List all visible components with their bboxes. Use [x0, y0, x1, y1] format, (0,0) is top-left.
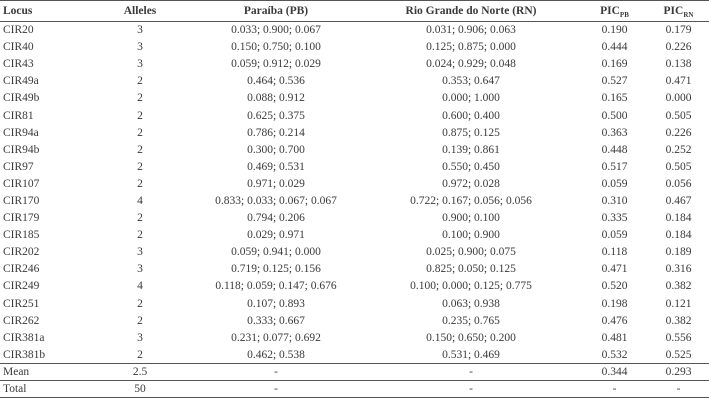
- cell-paraiba: 0.464; 0.536: [247, 75, 305, 88]
- cell-paraiba: -: [167, 380, 355, 397]
- table-row: [0, 158, 709, 175]
- cell-rio-grande-do-norte: -: [355, 363, 577, 380]
- table-row: [0, 346, 709, 363]
- header-row: [0, 1, 709, 22]
- cell-pic-rn: 0.179: [665, 24, 692, 37]
- cell-rio-grande-do-norte: 0.150; 0.650; 0.200: [426, 331, 516, 344]
- cell-alleles: 2: [137, 348, 143, 361]
- cell-pic-pb: 0.527: [601, 75, 628, 88]
- table-row: [0, 73, 709, 90]
- cell-pic-rn: 0.505: [665, 109, 692, 122]
- cell-pic-rn: 0.184: [665, 212, 692, 225]
- cell-paraiba: 0.833; 0.033; 0.067; 0.067: [215, 194, 337, 207]
- cell-rio-grande-do-norte: 0.235; 0.765: [442, 314, 500, 327]
- cell-locus: CIR179: [3, 212, 40, 225]
- table-row: [0, 22, 709, 39]
- cell-rio-grande-do-norte: -: [355, 380, 577, 397]
- cell-alleles: 2.5: [77, 363, 167, 380]
- cell-pic-rn: 0.316: [665, 263, 692, 276]
- cell-pic-rn: 0.121: [665, 297, 692, 310]
- cell-pic-rn: 0.226: [665, 41, 692, 54]
- cell-pic-pb: 0.118: [601, 246, 628, 259]
- cell-pic-rn: 0.467: [665, 194, 692, 207]
- cell-locus: CIR94b: [3, 143, 40, 156]
- cell-locus: Mean: [0, 363, 77, 380]
- table-row: [0, 278, 709, 295]
- cell-locus: CIR170: [3, 194, 40, 207]
- cell-locus: CIR249: [3, 280, 40, 293]
- cell-locus: CIR97: [3, 160, 34, 173]
- cell-alleles: 3: [137, 58, 143, 71]
- cell-rio-grande-do-norte: 0.353; 0.647: [442, 75, 500, 88]
- header-pic-pb-sub: PB: [619, 11, 629, 19]
- header-paraiba: Paraíba (PB): [167, 1, 355, 22]
- table-row: [0, 39, 709, 56]
- cell-alleles: 50: [77, 380, 167, 397]
- cell-pic-rn: 0.471: [665, 75, 692, 88]
- cell-pic-pb: 0.476: [601, 314, 628, 327]
- cell-paraiba: 0.231; 0.077; 0.692: [231, 331, 321, 344]
- cell-pic-pb: 0.169: [601, 58, 628, 71]
- cell-pic-pb: 0.198: [601, 297, 628, 310]
- cell-rio-grande-do-norte: 0.000; 1.000: [442, 92, 500, 105]
- cell-pic-rn: 0.000: [665, 92, 692, 105]
- cell-locus: CIR49a: [3, 75, 39, 88]
- cell-alleles: 2: [137, 297, 143, 310]
- cell-locus: CIR185: [3, 229, 40, 242]
- cell-rio-grande-do-norte: 0.024; 0.929; 0.048: [426, 58, 516, 71]
- cell-pic-pb: 0.059: [601, 229, 628, 242]
- table-row: [0, 192, 709, 209]
- cell-pic-pb: 0.444: [601, 41, 628, 54]
- table-row: [0, 295, 709, 312]
- cell-alleles: 3: [137, 24, 143, 37]
- cell-paraiba: 0.059; 0.941; 0.000: [231, 246, 321, 259]
- cell-alleles: 2: [137, 229, 143, 242]
- cell-pic-pb: 0.448: [601, 143, 628, 156]
- cell-pic-rn: 0.382: [665, 280, 692, 293]
- cell-alleles: 4: [137, 280, 143, 293]
- cell-locus: CIR251: [3, 297, 40, 310]
- table-row: [0, 141, 709, 158]
- cell-paraiba: 0.029; 0.971: [247, 229, 305, 242]
- cell-locus: CIR381b: [3, 348, 46, 361]
- cell-paraiba: 0.469; 0.531: [247, 160, 305, 173]
- cell-alleles: 2: [137, 212, 143, 225]
- cell-pic-pb: 0.481: [601, 331, 628, 344]
- cell-locus: CIR43: [3, 58, 34, 71]
- cell-rio-grande-do-norte: 0.550; 0.450: [442, 160, 500, 173]
- cell-pic-pb: 0.190: [601, 24, 628, 37]
- cell-pic-pb: 0.335: [601, 212, 628, 225]
- table-row: [0, 175, 709, 192]
- cell-paraiba: 0.118; 0.059; 0.147; 0.676: [215, 280, 337, 293]
- header-alleles: Alleles: [77, 1, 167, 22]
- cell-rio-grande-do-norte: 0.100; 0.000; 0.125; 0.775: [410, 280, 532, 293]
- cell-rio-grande-do-norte: 0.063; 0.938: [442, 297, 500, 310]
- cell-locus: Total: [0, 380, 77, 397]
- cell-paraiba: 0.462; 0.538: [247, 348, 305, 361]
- cell-pic-rn: 0.184: [665, 229, 692, 242]
- cell-pic-pb: 0.471: [601, 263, 628, 276]
- cell-alleles: 3: [137, 41, 143, 54]
- cell-paraiba: 0.719; 0.125; 0.156: [231, 263, 321, 276]
- table-row: [0, 312, 709, 329]
- cell-locus: CIR381a: [3, 331, 45, 344]
- cell-paraiba: 0.059; 0.912; 0.029: [231, 58, 321, 71]
- table-row: [0, 210, 709, 227]
- header-pic-rn-main: PIC: [663, 5, 684, 17]
- cell-rio-grande-do-norte: 0.972; 0.028: [442, 177, 500, 190]
- cell-pic-rn: 0.252: [665, 143, 692, 156]
- cell-alleles: 2: [137, 177, 143, 190]
- cell-paraiba: -: [167, 363, 355, 380]
- cell-pic-pb: 0.310: [601, 194, 628, 207]
- cell-pic-rn: 0.226: [665, 126, 692, 139]
- cell-pic-rn: 0.189: [665, 246, 692, 259]
- cell-alleles: 2: [137, 314, 143, 327]
- header-pic-rn: [644, 1, 709, 22]
- table-row: [0, 56, 709, 73]
- cell-locus: CIR81: [3, 109, 34, 122]
- table-row: [0, 244, 709, 261]
- table-row: [0, 124, 709, 141]
- cell-paraiba: 0.971; 0.029: [247, 177, 305, 190]
- cell-rio-grande-do-norte: 0.031; 0.906; 0.063: [426, 24, 516, 37]
- cell-locus: CIR107: [3, 177, 40, 190]
- cell-rio-grande-do-norte: 0.531; 0.469: [442, 348, 500, 361]
- table-row: [0, 261, 709, 278]
- cell-pic-pb: 0.500: [601, 109, 628, 122]
- cell-locus: CIR202: [3, 246, 40, 259]
- header-pic-rn-sub: RN: [683, 11, 694, 19]
- cell-pic-rn: 0.056: [665, 177, 692, 190]
- header-locus: Locus: [0, 1, 77, 22]
- cell-pic-pb: 0.532: [601, 348, 628, 361]
- table-row: [0, 227, 709, 244]
- cell-pic-pb: 0.517: [601, 160, 628, 173]
- cell-alleles: 3: [137, 263, 143, 276]
- cell-alleles: 3: [137, 331, 143, 344]
- cell-rio-grande-do-norte: 0.125; 0.875; 0.000: [426, 41, 516, 54]
- cell-pic-pb: -: [577, 380, 644, 397]
- cell-locus: CIR262: [3, 314, 40, 327]
- cell-pic-pb: 0.344: [577, 363, 644, 380]
- cell-paraiba: 0.150; 0.750; 0.100: [231, 41, 321, 54]
- cell-locus: CIR20: [3, 24, 34, 37]
- cell-alleles: 2: [137, 75, 143, 88]
- cell-rio-grande-do-norte: 0.025; 0.900; 0.075: [426, 246, 516, 259]
- cell-alleles: 2: [137, 160, 143, 173]
- cell-paraiba: 0.794; 0.206: [247, 212, 305, 225]
- cell-paraiba: 0.088; 0.912: [247, 92, 305, 105]
- cell-alleles: 4: [137, 194, 143, 207]
- cell-pic-pb: 0.363: [601, 126, 628, 139]
- cell-paraiba: 0.333; 0.667: [247, 314, 305, 327]
- cell-pic-rn: 0.525: [665, 348, 692, 361]
- cell-pic-rn: 0.556: [665, 331, 692, 344]
- cell-rio-grande-do-norte: 0.875; 0.125: [442, 126, 500, 139]
- header-rio-grande-do-norte: Rio Grande do Norte (RN): [355, 1, 577, 22]
- cell-paraiba: 0.107; 0.893: [247, 297, 305, 310]
- cell-locus: CIR49b: [3, 92, 40, 105]
- cell-paraiba: 0.786; 0.214: [247, 126, 305, 139]
- cell-locus: CIR94a: [3, 126, 39, 139]
- cell-pic-pb: 0.520: [601, 280, 628, 293]
- total-row: [0, 380, 709, 397]
- header-pic-pb: [577, 1, 644, 22]
- cell-rio-grande-do-norte: 0.900; 0.100: [442, 212, 500, 225]
- cell-alleles: 2: [137, 126, 143, 139]
- cell-alleles: 3: [137, 246, 143, 259]
- cell-alleles: 2: [137, 92, 143, 105]
- cell-pic-pb: 0.059: [601, 177, 628, 190]
- table-row: [0, 90, 709, 107]
- table-body: [0, 22, 709, 398]
- cell-rio-grande-do-norte: 0.825; 0.050; 0.125: [426, 263, 516, 276]
- cell-rio-grande-do-norte: 0.722; 0.167; 0.056; 0.056: [410, 194, 532, 207]
- mean-row: [0, 363, 709, 380]
- cell-alleles: 2: [137, 143, 143, 156]
- cell-alleles: 2: [137, 109, 143, 122]
- cell-locus: CIR40: [3, 41, 34, 54]
- cell-pic-rn: 0.138: [665, 58, 692, 71]
- cell-paraiba: 0.625; 0.375: [247, 109, 305, 122]
- cell-pic-rn: 0.382: [665, 314, 692, 327]
- cell-paraiba: 0.300; 0.700: [247, 143, 305, 156]
- cell-rio-grande-do-norte: 0.139; 0.861: [442, 143, 500, 156]
- table-row: [0, 329, 709, 346]
- header-pic-pb-main: PIC: [600, 5, 620, 17]
- cell-rio-grande-do-norte: 0.600; 0.400: [442, 109, 500, 122]
- cell-rio-grande-do-norte: 0.100; 0.900: [442, 229, 500, 242]
- cell-paraiba: 0.033; 0.900; 0.067: [231, 24, 321, 37]
- cell-locus: CIR246: [3, 263, 40, 276]
- table-header: [0, 1, 709, 22]
- table-row: [0, 107, 709, 124]
- cell-pic-rn: 0.293: [644, 363, 709, 380]
- cell-pic-pb: 0.165: [601, 92, 628, 105]
- cell-pic-rn: 0.505: [665, 160, 692, 173]
- cell-pic-rn: -: [644, 380, 709, 397]
